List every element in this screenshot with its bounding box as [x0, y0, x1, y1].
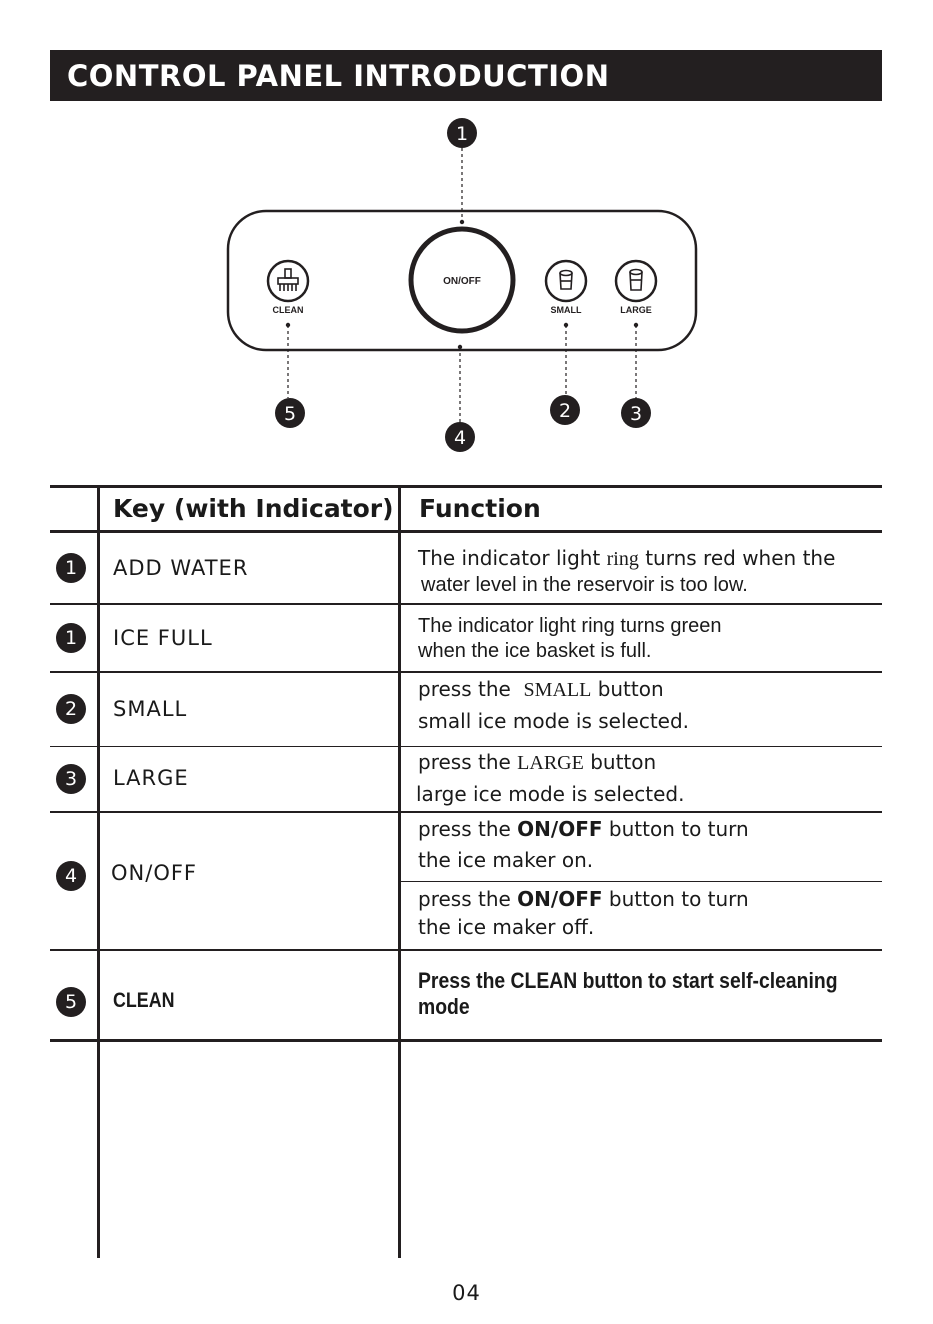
large-button	[616, 261, 656, 301]
key-small: SMALL	[113, 697, 188, 721]
function-on-line2: the ice maker on.	[418, 848, 594, 872]
svg-text:3: 3	[629, 403, 643, 425]
row-divider	[50, 949, 882, 951]
svg-text:5: 5	[283, 403, 297, 425]
table-column-rule	[97, 486, 100, 1258]
function-add-water: The indicator light ring turns red when the	[418, 546, 836, 570]
function-on-line1: press the ON/OFF button to turn	[418, 817, 749, 841]
function-ice-full-line1: The indicator light ring turns green	[418, 615, 722, 637]
small-panel-label: SMALL	[550, 305, 582, 315]
row-divider	[50, 603, 882, 605]
row-divider	[50, 671, 882, 673]
function-clean-line2: mode	[418, 994, 470, 1019]
header-key: Key (with Indicator)	[113, 494, 394, 523]
function-small-line1: press the SMALL button	[418, 677, 664, 701]
clean-panel-label: CLEAN	[272, 305, 304, 315]
table-column-rule	[398, 486, 401, 1258]
on-off-panel-label: ON/OFF	[443, 276, 481, 287]
callout-2	[550, 395, 580, 425]
table-bottom-rule	[50, 1039, 882, 1042]
row-subdivider	[400, 881, 882, 882]
table-top-rule	[50, 485, 882, 488]
function-add-water-line2: water level in the reservoir is too low.	[421, 574, 748, 596]
key-large: LARGE	[113, 766, 189, 790]
svg-text:2: 2	[558, 400, 572, 422]
row-number-badge: 3	[56, 764, 86, 794]
row-number-badge: 1	[56, 623, 86, 653]
function-large-line1: press the LARGE button	[418, 750, 657, 774]
key-ice-full: ICE FULL	[113, 626, 213, 650]
function-small-line2: small ice mode is selected.	[418, 709, 690, 733]
function-clean-line1: Press the CLEAN button to start self-cleaning	[418, 968, 838, 993]
header-function: Function	[419, 494, 541, 523]
row-number-badge: 4	[56, 861, 86, 891]
row-number-badge: 5	[56, 987, 86, 1017]
page-number: 04	[452, 1281, 481, 1305]
callout-3	[621, 398, 651, 428]
table-header-rule	[50, 530, 882, 533]
key-add-water: ADD WATER	[113, 556, 249, 580]
large-panel-label: LARGE	[620, 305, 652, 315]
clean-button	[268, 261, 308, 301]
row-divider	[50, 811, 882, 813]
page-title: CONTROL PANEL INTRODUCTION	[67, 59, 610, 93]
key-clean: CLEAN	[113, 989, 175, 1012]
callout-4	[445, 422, 475, 452]
key-on-off: ON/OFF	[111, 861, 198, 885]
svg-text:4: 4	[453, 427, 467, 449]
svg-text:1: 1	[455, 123, 469, 145]
function-off-line1: press the ON/OFF button to turn	[418, 887, 749, 911]
function-ice-full-line2: when the ice basket is full.	[418, 640, 652, 662]
control-panel-diagram	[0, 0, 933, 470]
function-off-line2: the ice maker off.	[418, 915, 595, 939]
function-large-line2: large ice mode is selected.	[416, 782, 685, 806]
callout-5	[275, 398, 305, 428]
row-number-badge: 2	[56, 694, 86, 724]
row-number-badge: 1	[56, 553, 86, 583]
callout-1	[447, 118, 477, 148]
